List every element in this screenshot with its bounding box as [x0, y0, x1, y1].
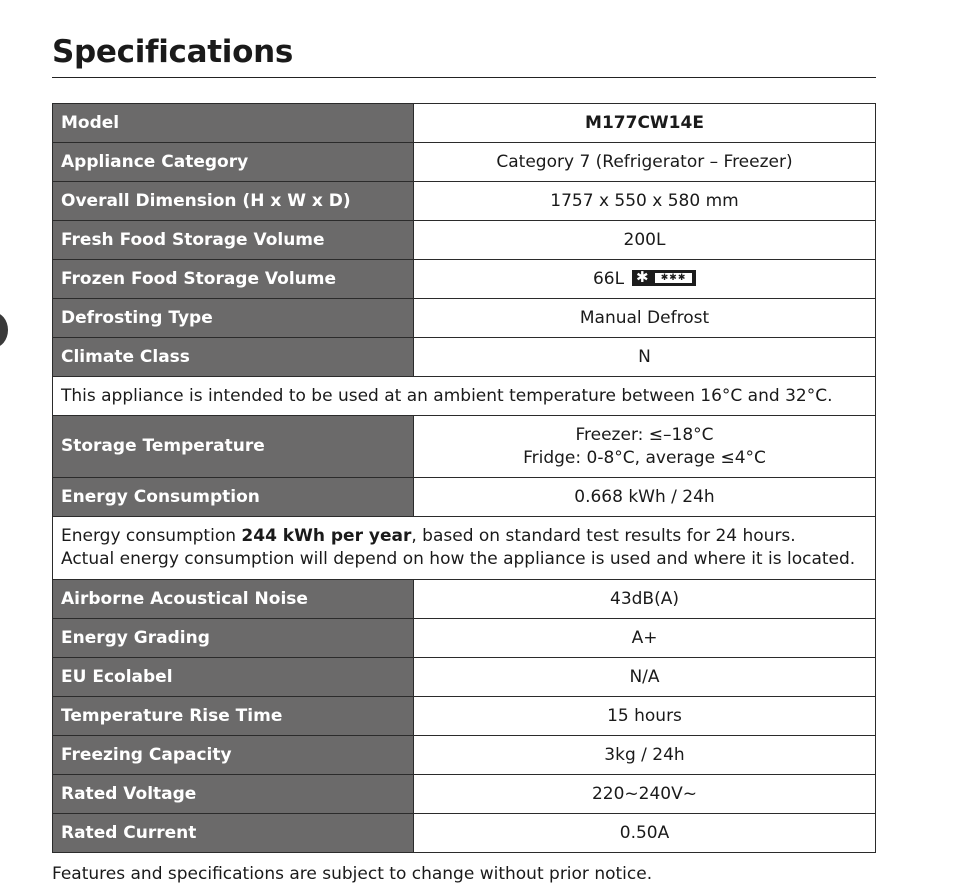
spec-value: 0.50A [414, 814, 876, 853]
spec-label: Freezing Capacity [53, 736, 414, 775]
spec-row-noise [53, 580, 876, 619]
spec-label: Rated Voltage [53, 775, 414, 814]
spec-value: Category 7 (Refrigerator – Freezer) [414, 143, 876, 182]
energy-note-line1 [61, 525, 867, 548]
spec-row-model [53, 104, 876, 143]
spec-value-cell [414, 416, 876, 478]
ambient-note: This appliance is intended to be used at an ambient temperature between 16°C and 32°C. [53, 377, 876, 416]
spec-row-defrost [53, 299, 876, 338]
spec-row-climate [53, 338, 876, 377]
spec-label: Temperature Rise Time [53, 697, 414, 736]
spec-label: Airborne Acoustical Noise [53, 580, 414, 619]
spec-value: 0.668 kWh / 24h [414, 478, 876, 517]
spec-value: N/A [414, 658, 876, 697]
spec-label: EU Ecolabel [53, 658, 414, 697]
spec-value: 43dB(A) [414, 580, 876, 619]
spec-row-rise-time [53, 697, 876, 736]
energy-note-line2: Actual energy consumption will depend on how the appliance is used and where it is located. [61, 549, 856, 569]
spec-value: A+ [414, 619, 876, 658]
spec-row-current [53, 814, 876, 853]
energy-note-annual: 244 kWh per year [241, 526, 412, 546]
spec-label: Fresh Food Storage Volume [53, 221, 414, 260]
spec-row-grading [53, 619, 876, 658]
spec-value: 200L [414, 221, 876, 260]
spec-value: 66L [592, 268, 625, 289]
spec-label: Defrosting Type [53, 299, 414, 338]
freezer-temp: Freezer: ≤–18°C [575, 424, 714, 445]
spec-value: 3kg / 24h [414, 736, 876, 775]
page-title: Specifications [52, 34, 294, 70]
spec-value: M177CW14E [414, 104, 876, 143]
title-divider [52, 77, 876, 78]
energy-note-prefix: Energy consumption [61, 526, 242, 546]
fridge-temp: Fridge: 0-8°C, average ≤4°C [523, 447, 766, 468]
ambient-note-row [53, 377, 876, 416]
spec-label: Storage Temperature [53, 416, 414, 478]
spec-row-frozen-volume [53, 260, 876, 299]
spec-label: Model [53, 104, 414, 143]
spec-label: Appliance Category [53, 143, 414, 182]
spec-row-ecolabel [53, 658, 876, 697]
specifications-table [52, 103, 876, 853]
energy-note-row [53, 517, 876, 580]
page-edge-marker [0, 312, 8, 348]
spec-row-dimension [53, 182, 876, 221]
spec-value: 220~240V~ [414, 775, 876, 814]
spec-label: Energy Grading [53, 619, 414, 658]
spec-value: N [414, 338, 876, 377]
four-star-freezer-icon: ✱ ✱✱✱ [632, 270, 696, 286]
spec-row-storage-temp [53, 416, 876, 478]
spec-value: Manual Defrost [414, 299, 876, 338]
spec-label: Overall Dimension (H x W x D) [53, 182, 414, 221]
spec-value-cell [414, 260, 876, 299]
spec-row-fresh-volume [53, 221, 876, 260]
spec-label: Energy Consumption [53, 478, 414, 517]
spec-row-energy [53, 478, 876, 517]
spec-label: Climate Class [53, 338, 414, 377]
energy-note-suffix: , based on standard test results for 24 hours. [411, 526, 796, 546]
spec-value: 15 hours [414, 697, 876, 736]
spec-label: Rated Current [53, 814, 414, 853]
spec-value: 1757 x 550 x 580 mm [414, 182, 876, 221]
spec-row-voltage [53, 775, 876, 814]
energy-note [53, 517, 876, 580]
disclaimer-footnote: Features and specifications are subject to change without prior notice. [52, 864, 653, 884]
spec-row-category [53, 143, 876, 182]
spec-label: Frozen Food Storage Volume [53, 260, 414, 299]
spec-row-freezing-capacity [53, 736, 876, 775]
